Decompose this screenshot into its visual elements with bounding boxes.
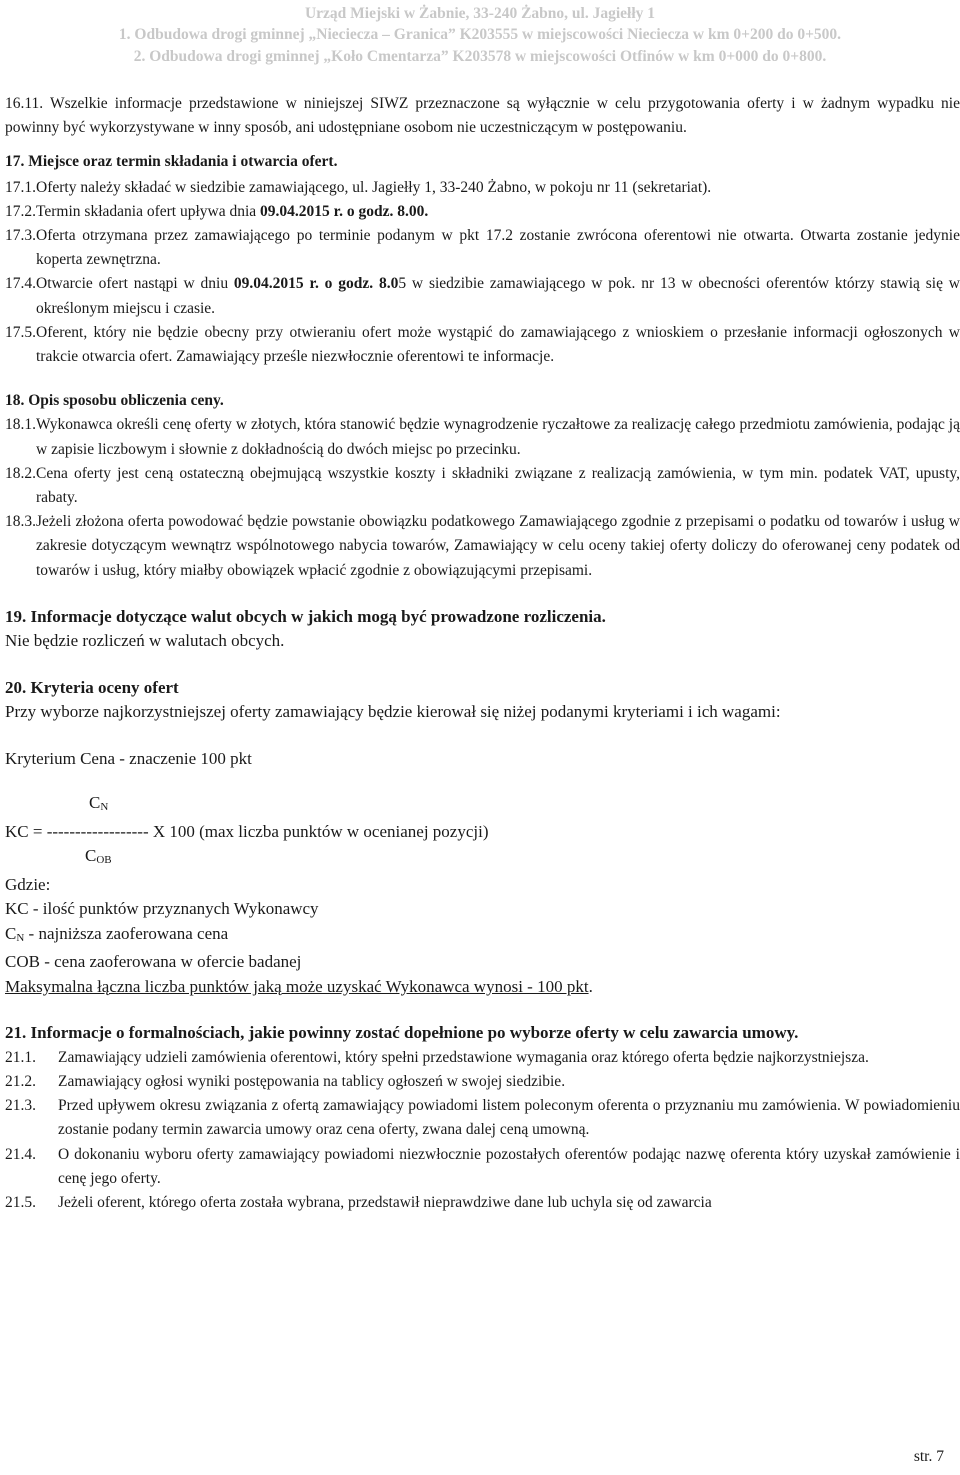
item-number: 21.2. (5, 1073, 36, 1091)
item-17-1 (5, 176, 960, 200)
item-text: Jeżeli oferent, którego oferta została wybrana, przedstawił nieprawdziwe dane lub uchyla się od zawarcia (58, 1194, 712, 1212)
kc-definition: KC - ilość punktów przyznanych Wykonawcy (5, 899, 319, 919)
item-number: 21.3. (5, 1097, 36, 1115)
section-21-title: 21. Informacje o formalnościach, jakie powinny zostać dopełnione po wyborze oferty w celu zawarcia umowy. (5, 1023, 799, 1043)
criterion-line: Kryterium Cena - znaczenie 100 pkt (5, 748, 252, 768)
item-18-2 (5, 462, 960, 510)
document-body (5, 92, 960, 1215)
section-19-title: 19. Informacje dotyczące walut obcych w jakich mogą być prowadzone rozliczenia. (5, 606, 606, 626)
item-text: Oferty należy składać w siedzibie zamawiającego, ul. Jagiełły 1, 33-240 Żabno, w pokoju nr 11 (sekretariat). (36, 178, 712, 196)
item-text: Termin składania ofert upływa dnia (36, 202, 261, 220)
item-17-4 (5, 272, 960, 320)
subscript-ob: OB (96, 854, 112, 867)
section-20-title: 20. Kryteria oceny ofert (5, 677, 179, 697)
item-number: 17.3. (5, 227, 36, 245)
formula-numerator (5, 791, 960, 820)
symbol-c: C (5, 923, 17, 943)
item-21-5 (5, 1191, 960, 1215)
item-number: 21.1. (5, 1048, 36, 1066)
item-text: Wszelkie informacje przedstawione w niniejszej SIWZ przeznaczone są wyłącznie w celu przygotowania oferty i w żadnym wypadku nie powinny być wykorzystywane w inny sposób, ani udostępniane osobom nie uczestniczącym w postępowaniu. (5, 95, 960, 137)
item-number: 17.2. (5, 202, 36, 220)
item-text: Przed upływem okresu związania z ofertą zamawiający powiadomi listem poleconym oferenta o przyznaniu mu zamówienia. W powiadomieniu zostanie podany termin zawarcia umowy oraz cena oferty, zwana dalej ceną umowną. (58, 1097, 960, 1139)
section-19-text: Nie będzie rozliczeń w walutach obcych. (5, 631, 285, 651)
max-points-text: Maksymalna łączna liczba punktów jaką może uzyskać Wykonawca wynosi - 100 pkt (5, 976, 589, 996)
header-line-2: 1. Odbudowa drogi gminnej „Niecieczа – Granica” K203555 w miejscowości Nieciecza w km 0+200 do 0+500. (118, 26, 842, 43)
max-points-line (5, 975, 960, 1000)
item-21-4 (5, 1143, 960, 1191)
item-17-5 (5, 321, 960, 369)
item-21-1 (5, 1046, 960, 1070)
item-text: Jeżeli złożona oferta powodować będzie powstanie obowiązku podatkowego Zamawiającego zgodnie z przepisami o podatku od towarów i usług w zakresie dotyczącym wewnątrz wspólnotowego nabycia towarów, Zamawiający w celu oceny takiej oferty doliczy do oferowanej ceny podatek od towarów i usług, który miałby obowiązek wpłacić zgodnie z obowiązującymi przepisami. (36, 513, 960, 579)
item-17-3 (5, 224, 960, 272)
item-21-2 (5, 1070, 960, 1094)
item-text: O dokonaniu wyboru oferty zamawiający powiadomi niezwłocznie pozostałych oferentów podając nazwę oferenta który uzyskał zamówienie i cenę jego oferty. (58, 1145, 960, 1187)
paragraph-16-11 (5, 92, 960, 140)
header-line-1: Urząd Miejski w Żabnie, 33-240 Żabno, ul. Jagiełły 1 (304, 5, 656, 22)
opening-date: 09.04.2015 r. o godz. 8.0 (233, 275, 399, 293)
formula-line: KC = ------------------ X 100 (max liczba punktów w ocenianej pozycji) (5, 821, 489, 841)
item-text: Oferent, który nie będzie obecny przy otwieraniu ofert może wystąpić do zamawiającego z wnioskiem o przesłanie informacji ogłoszonych w trakcie otwarcia ofert. Zamawiający prześle niezwłocznie oferentowi te informacje. (36, 323, 960, 366)
section-20-intro: Przy wyborze najkorzystniejszej oferty zamawiający będzie kierował się niżej podanymi kryteriami i ich wagami: (5, 702, 781, 722)
item-18-3 (5, 510, 960, 583)
subscript-n: N (16, 931, 25, 944)
item-text: Oferta otrzymana przez zamawiającego po terminie podanym w pkt 17.2 zostanie zwrócona oferentowi nie otwarta. Otwarta zostanie jedynie koperta zewnętrzna. (36, 227, 960, 269)
subscript-n: N (100, 801, 109, 814)
item-text: Cena oferty jest ceną ostateczną obejmującą wszystkie koszty i składniki związane z realizacją zamówienia, w tym min. podatek VAT, upusty, rabaty. (36, 464, 960, 507)
item-text: Wykonawca określi cenę oferty w złotych, która stanowić będzie wynagrodzenie ryczałtowe za realizację całego przedmiotu zamówienia, podając ją w zapisie liczbowym i słownie z dokładnością do dwóch miejsc po przecinku. (36, 416, 960, 458)
deadline-date: 09.04.2015 r. o godz. 8.00. (260, 202, 429, 220)
page-number: str. 7 (913, 1448, 944, 1465)
section-17-title: 17. Miejsce oraz termin składania i otwarcia ofert. (5, 153, 338, 171)
item-number: 21.5. (5, 1194, 36, 1212)
formula-denominator (5, 844, 960, 873)
item-number: 17.1. (5, 178, 36, 196)
symbol-c: C (85, 846, 97, 866)
item-number: 18.2. (5, 464, 36, 482)
max-points-dot: . (588, 976, 593, 996)
cn-text: - najniższa zaoferowana cena (24, 923, 229, 943)
where-label: Gdzie: (5, 874, 51, 894)
section-18-title: 18. Opis sposobu obliczenia ceny. (5, 392, 224, 410)
item-text-cont: 5 w siedzibie zamawiającego w pok. nr 13 w obecności oferentów którzy stawią się w określonym miejscu i czasie. (36, 275, 960, 317)
item-text: Zamawiający udzieli zamówienia oferentowi, który spełni przedstawione wymagania oraz którego oferta będzie najkorzystniejsza. (58, 1048, 869, 1066)
item-number: 17.5. (5, 323, 36, 341)
item-text: Otwarcie ofert nastąpi w dniu (36, 275, 234, 293)
item-17-2 (5, 200, 960, 224)
item-18-1 (5, 413, 960, 461)
item-21-3 (5, 1094, 960, 1142)
item-number: 17.4. (5, 275, 36, 293)
item-number: 21.4. (5, 1145, 36, 1163)
symbol-c: C (89, 793, 101, 813)
item-number: 16.11. (5, 95, 44, 112)
item-text: Zamawiający ogłosi wyniki postępowania na tablicy ogłoszeń w swojej siedzibie. (58, 1073, 566, 1091)
header-line-3: 2. Odbudowa drogi gminnej „Koło Cmentarza” K203578 w miejscowości Otfinów w km 0+000 do 0+800. (133, 48, 827, 65)
cn-definition (5, 922, 960, 951)
item-number: 18.1. (5, 416, 36, 434)
cob-definition: COB - cena zaoferowana w ofercie badanej (5, 952, 302, 972)
item-number: 18.3. (5, 513, 36, 531)
